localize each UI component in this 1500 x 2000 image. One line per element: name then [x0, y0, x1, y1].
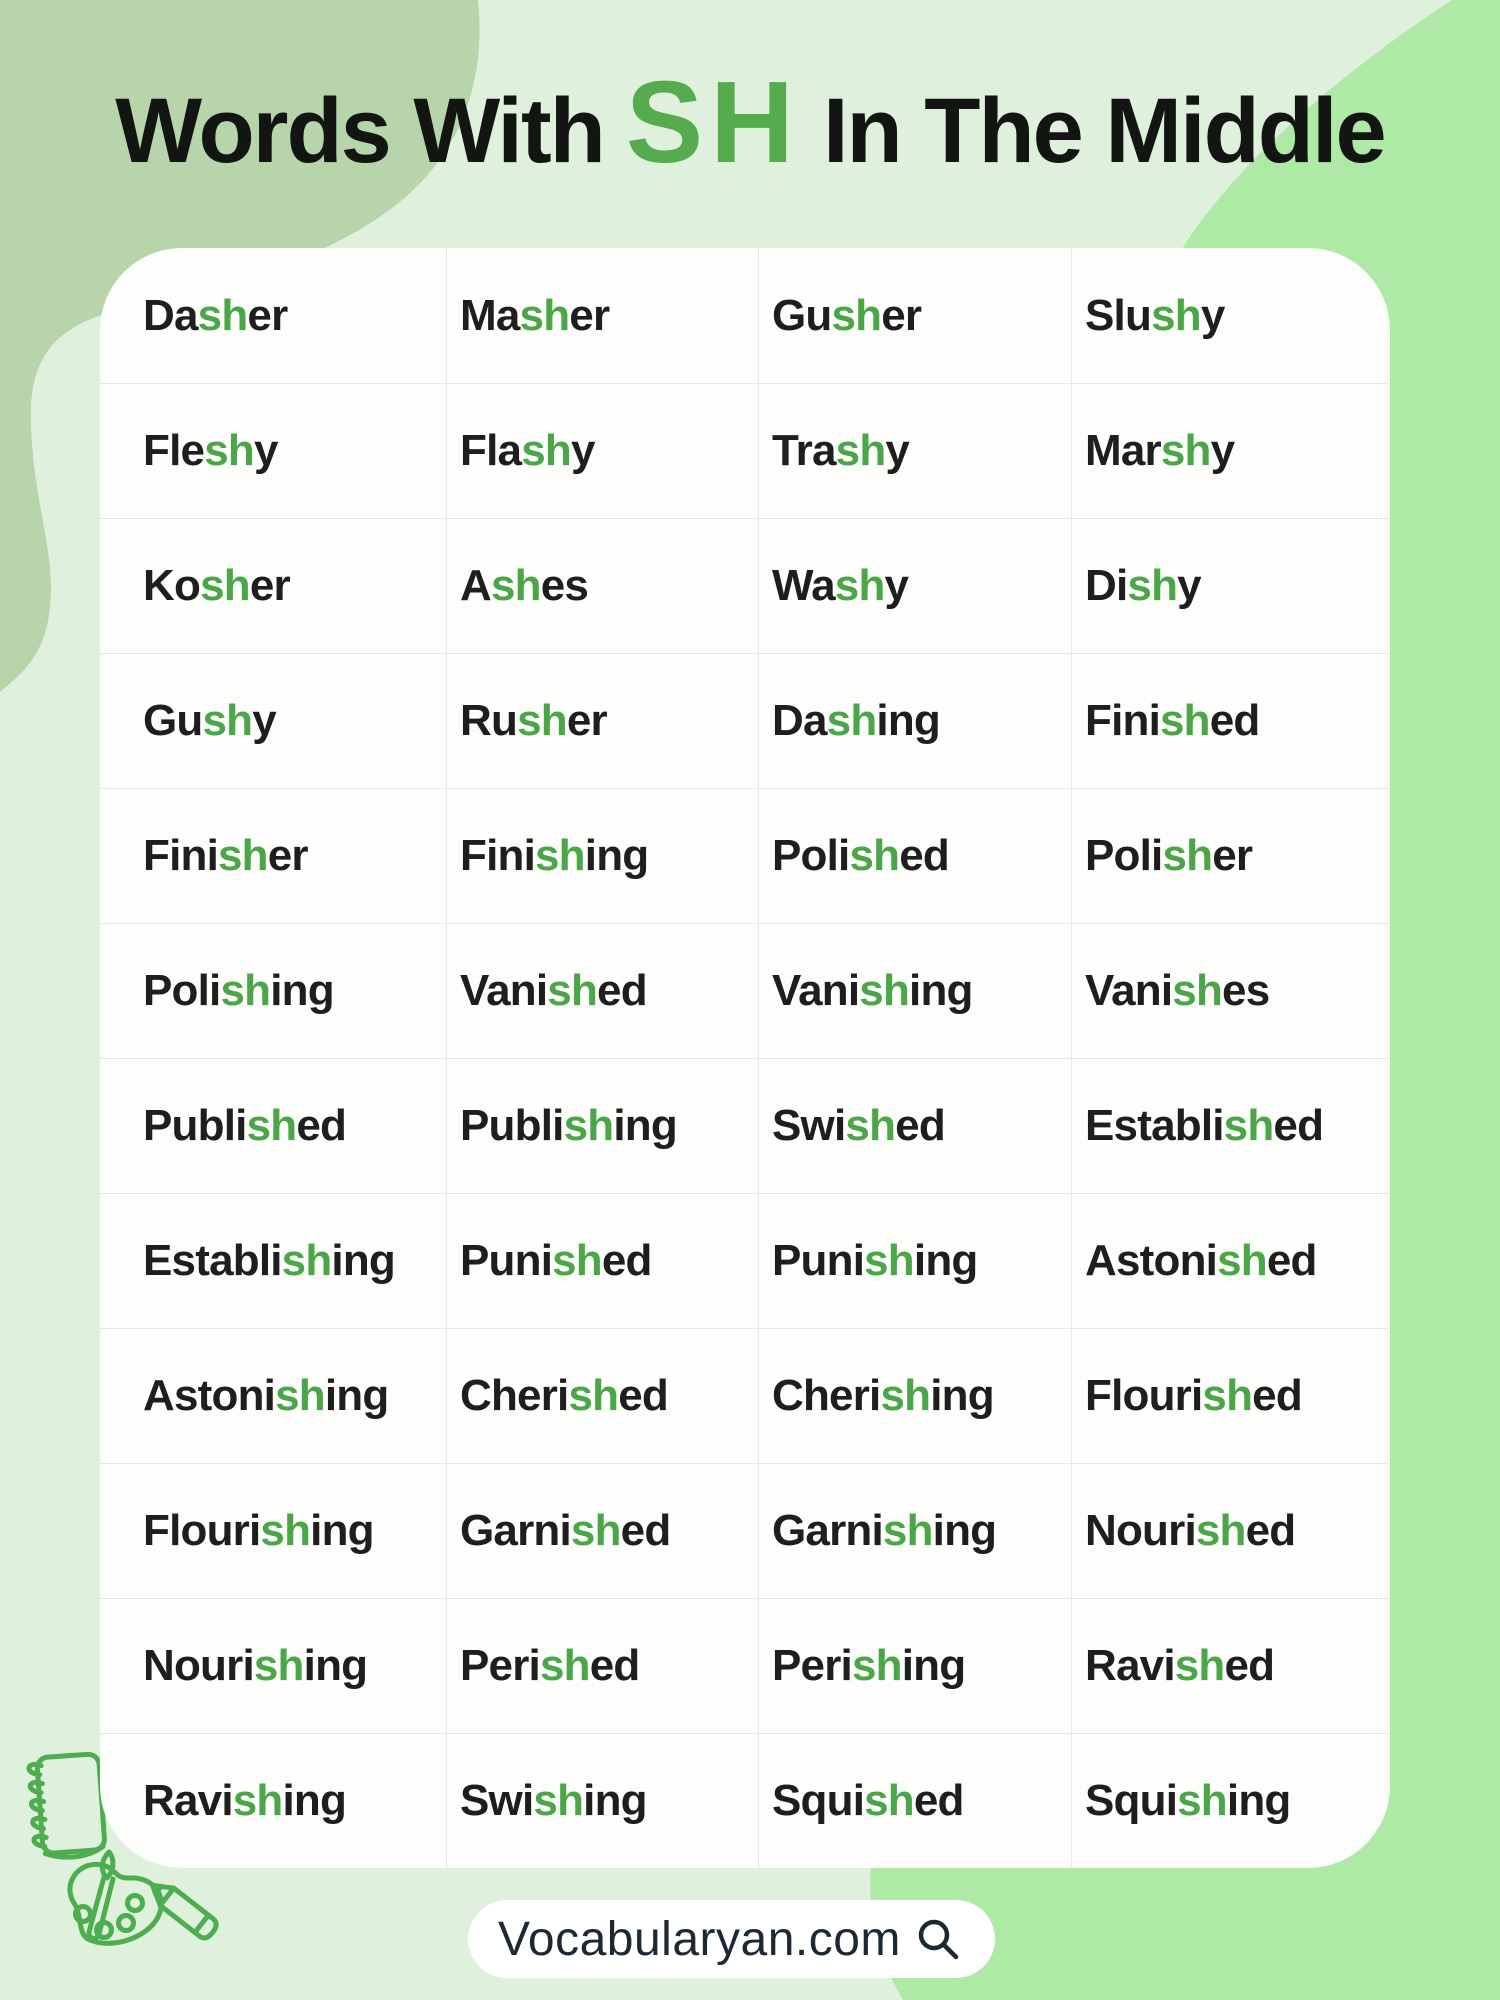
word-cell	[1071, 788, 1390, 923]
word-cell	[758, 1328, 1071, 1463]
title-sh-highlight: SH	[625, 57, 801, 187]
word-cell	[446, 923, 758, 1058]
word: Vanishes	[1085, 966, 1270, 1015]
word: Swishing	[460, 1776, 647, 1825]
site-link[interactable]	[468, 1900, 995, 1978]
word-cell	[100, 1328, 446, 1463]
word: Squishing	[1085, 1776, 1291, 1825]
word: Fleshy	[143, 426, 278, 475]
word-cell	[1071, 1328, 1390, 1463]
word: Garnished	[460, 1506, 671, 1555]
pencil-icon	[138, 1866, 243, 1966]
word-cell	[1071, 1463, 1390, 1598]
word: Cherishing	[772, 1371, 994, 1420]
word: Squished	[772, 1776, 964, 1825]
word-cell	[100, 1733, 446, 1868]
word-cell	[100, 248, 446, 383]
word-cell	[446, 1463, 758, 1598]
word: Punishing	[772, 1236, 978, 1285]
word-cell	[446, 518, 758, 653]
word: Finisher	[143, 831, 308, 880]
word: Gushy	[143, 696, 276, 745]
word-cell	[446, 788, 758, 923]
word: Perishing	[772, 1641, 966, 1690]
word-cell	[1071, 653, 1390, 788]
word-cell	[758, 1058, 1071, 1193]
word-table	[100, 248, 1390, 1868]
word-cell	[100, 653, 446, 788]
word-cell	[100, 383, 446, 518]
word-cell	[446, 1598, 758, 1733]
word-cell	[446, 1193, 758, 1328]
word-cell	[446, 653, 758, 788]
word: Nourishing	[143, 1641, 368, 1690]
word: Publishing	[460, 1101, 677, 1150]
word-cell	[758, 653, 1071, 788]
word: Slushy	[1085, 290, 1225, 340]
word: Finishing	[460, 831, 649, 880]
word: Kosher	[143, 561, 290, 610]
word: Perished	[460, 1641, 640, 1690]
word: Garnishing	[772, 1506, 997, 1555]
word-cell	[1071, 383, 1390, 518]
word: Flourishing	[143, 1506, 374, 1555]
word: Flashy	[460, 426, 595, 475]
word-cell	[100, 518, 446, 653]
search-icon	[915, 1916, 961, 1962]
word-cell	[100, 1058, 446, 1193]
word: Washy	[772, 561, 909, 610]
word: Polishing	[143, 966, 334, 1015]
word-cell	[758, 248, 1071, 383]
word: Punished	[460, 1236, 652, 1285]
word: Dashing	[772, 696, 940, 745]
word: Ashes	[460, 561, 589, 610]
word-cell	[446, 1328, 758, 1463]
word: Dasher	[143, 290, 288, 340]
word-cell	[1071, 248, 1390, 383]
word: Astonished	[1085, 1236, 1317, 1285]
word: Polisher	[1085, 831, 1253, 880]
word-cell	[758, 1733, 1071, 1868]
word: Establishing	[143, 1236, 396, 1285]
word: Swished	[772, 1101, 945, 1150]
word-cell	[758, 923, 1071, 1058]
word-cell	[100, 788, 446, 923]
word-cell	[758, 518, 1071, 653]
word: Gusher	[772, 290, 922, 340]
word-cell	[100, 923, 446, 1058]
word: Marshy	[1085, 426, 1235, 475]
word: Established	[1085, 1101, 1324, 1150]
word: Published	[143, 1101, 347, 1150]
word: Polished	[772, 831, 949, 880]
word-cell	[100, 1463, 446, 1598]
word-cell	[1071, 518, 1390, 653]
word-cell	[758, 1598, 1071, 1733]
word-cell	[1071, 923, 1390, 1058]
word: Ravished	[1085, 1641, 1275, 1690]
word: Masher	[460, 290, 610, 340]
word-cell	[1071, 1598, 1390, 1733]
title-prefix: Words With	[115, 80, 604, 182]
word-cell	[446, 1058, 758, 1193]
word: Flourished	[1085, 1371, 1302, 1420]
site-label: Vocabularyan.com	[498, 1912, 901, 1966]
word-cell	[758, 1463, 1071, 1598]
word-cell	[446, 383, 758, 518]
word: Dishy	[1085, 561, 1201, 610]
word: Vanishing	[772, 966, 973, 1015]
word-cell	[100, 1598, 446, 1733]
word: Finished	[1085, 696, 1260, 745]
page-title	[0, 57, 1500, 187]
word: Vanished	[460, 966, 647, 1015]
word-cell	[446, 1733, 758, 1868]
title-suffix: In The Middle	[822, 80, 1385, 182]
word-cell	[1071, 1733, 1390, 1868]
word: Ravishing	[143, 1776, 347, 1825]
word-cell	[100, 1193, 446, 1328]
word-cell	[758, 383, 1071, 518]
word: Trashy	[772, 426, 910, 475]
word-cell	[1071, 1058, 1390, 1193]
word-cell	[758, 1193, 1071, 1328]
word-cell	[758, 788, 1071, 923]
word: Nourished	[1085, 1506, 1296, 1555]
word: Astonishing	[143, 1371, 389, 1420]
word: Cherished	[460, 1371, 668, 1420]
word: Rusher	[460, 696, 607, 745]
word-cell	[1071, 1193, 1390, 1328]
word-cell	[446, 248, 758, 383]
